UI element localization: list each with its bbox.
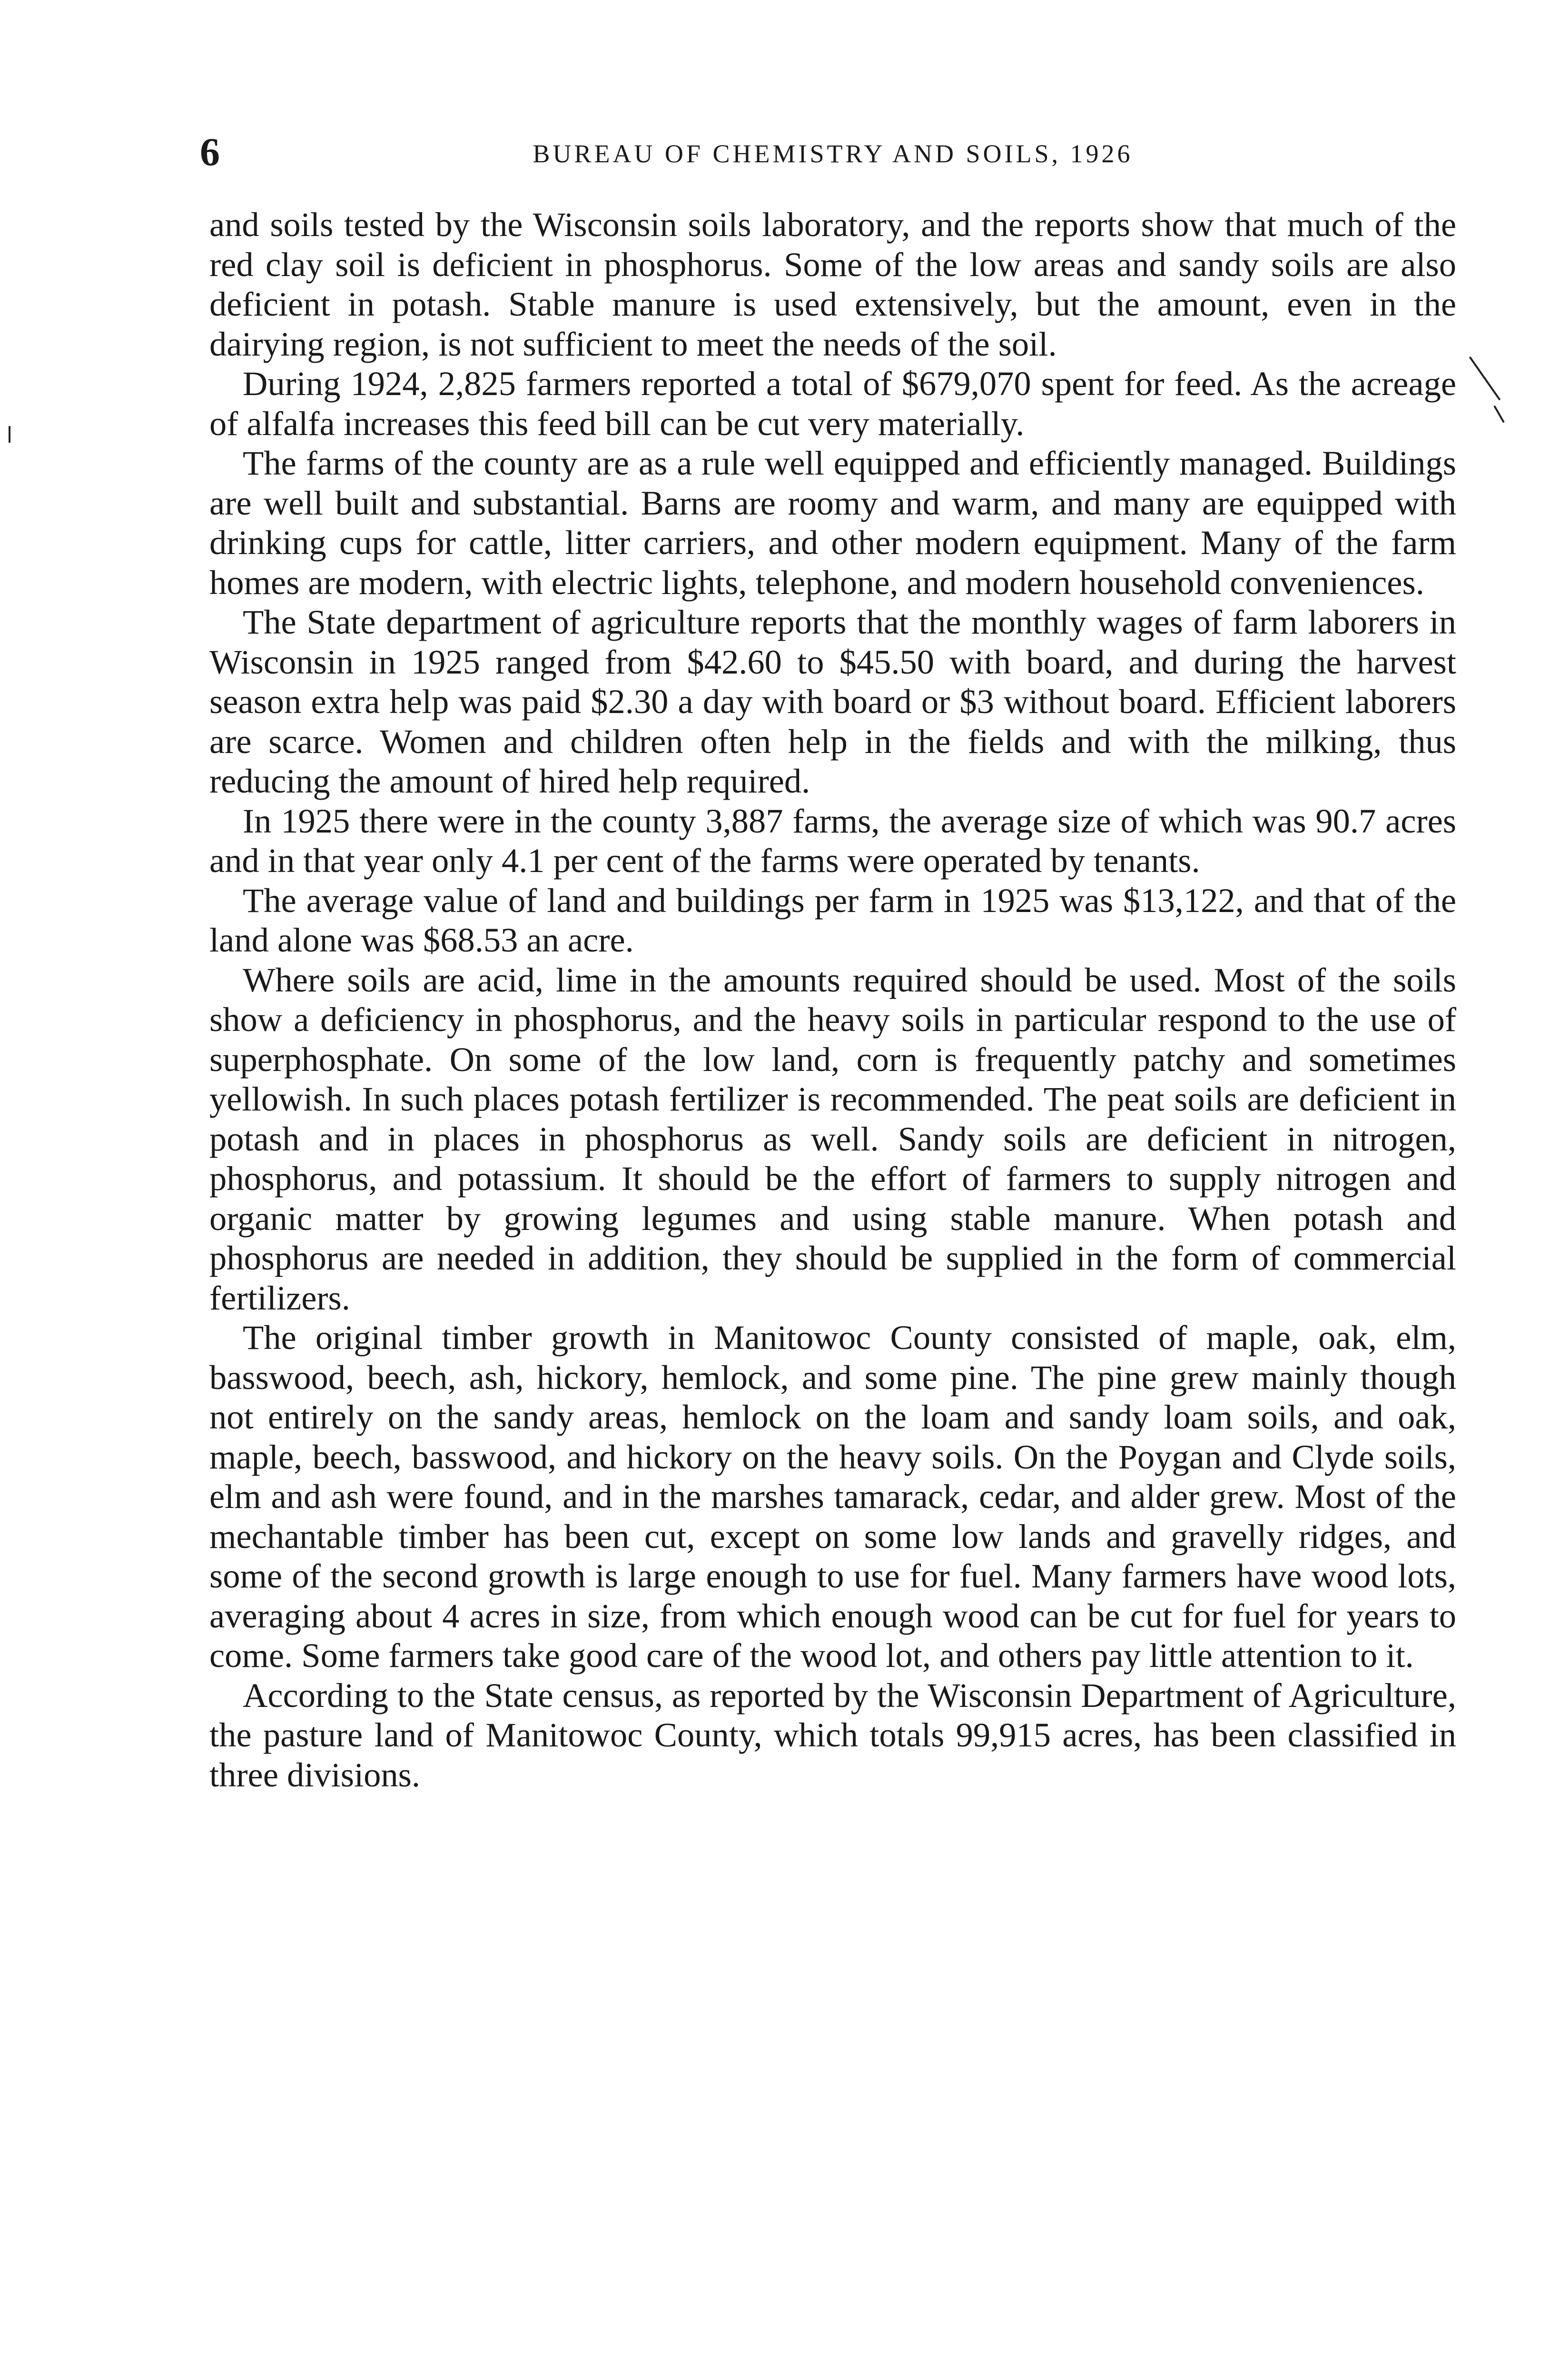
paragraph-farm-wages: The State department of agriculture reports that the monthly wages of farm laborers in Wisconsin in 1925 ranged from $42.60 to $45.50 with board, and during the harvest season extra help was paid $2.30 a day with board or $3 without board. Efficient laborers are scarce. Women and children often help in the fields and with the milking, thus reducing the amount of hired help required. [209,603,1456,800]
paragraph-pasture: According to the State census, as reported by the Wisconsin Department of Agriculture, the pasture land of Manitowoc County, which totals 99,915 acres, has been classified in three divisions. [209,1676,1456,1794]
document-page [200,129,1456,1795]
paragraph-fertilizers: Where soils are acid, lime in the amounts required should be used. Most of the soils show a deficiency in phosphorus, and the heavy soils in particular respond to the use of superphosphate. On some of the low land, corn is frequently patchy and sometimes yellowish. In such places potash fertilizer is recommended. The peat soils are deficient in potash and in places in phosphorus as well. Sandy soils are deficient in nitrogen, phosphorus, and potassium. It should be the effort of farmers to supply nitrogen and organic matter by growing legumes and using stable manure. When potash and phosphorus are needed in addition, they should be supplied in the form of commercial fertilizers. [209,960,1456,1317]
scan-mark [9,426,10,443]
body-text [209,205,1456,1795]
running-head [200,129,1456,186]
scan-mark [1469,357,1501,400]
running-title: BUREAU OF CHEMISTRY AND SOILS, 1926 [533,139,1133,168]
paragraph-land-value: The average value of land and buildings per farm in 1925 was $13,122, and that of the land alone was $68.53 an acre. [209,881,1456,959]
paragraph-feed-costs: During 1924, 2,825 farmers reported a total of $679,070 spent for feed. As the acreage of alfalfa increases this feed bill can be cut very materially. [209,364,1456,443]
paragraph-continuation: and soils tested by the Wisconsin soils laboratory, and the reports show that much of the red clay soil is deficient in phosphorus. Some of the low areas and sandy soils are also deficient in potash. Stable manure is used extensively, but the amount, even in the dairying region, is not sufficient to meet the needs of the soil. [209,205,1456,363]
page-number: 6 [200,130,220,174]
paragraph-timber: The original timber growth in Manitowoc County consisted of maple, oak, elm, basswood, beech, ash, hickory, hemlock, and some pine. The pine grew mainly though not entirely on the sandy areas, hemlock on the loam and sandy loam soils, and oak, maple, beech, basswood, and hickory on the heavy soils. On the Poygan and Clyde soils, elm and ash were found, and in the marshes tamarack, cedar, and alder grew. Most of the mechantable timber has been cut, except on some low lands and gravelly ridges, and some of the second growth is large enough to use for fuel. Many farmers have wood lots, averaging about 4 acres in size, from which enough wood can be cut for fuel for years to come. Some farmers take good care of the wood lot, and others pay little attention to it. [209,1318,1456,1675]
paragraph-farm-count: In 1925 there were in the county 3,887 farms, the average size of which was 90.7 acres and in that year only 4.1 per cent of the farms were operated by tenants. [209,801,1456,880]
paragraph-farm-equipment: The farms of the county are as a rule well equipped and efficiently managed. Buildings are well built and substantial. Barns are roomy and warm, and many are equipped with drinking cups for cattle, litter carriers, and other modern equipment. Many of the farm homes are modern, with electric lights, telephone, and modern household conveniences. [209,444,1456,602]
scan-mark [1493,406,1504,423]
